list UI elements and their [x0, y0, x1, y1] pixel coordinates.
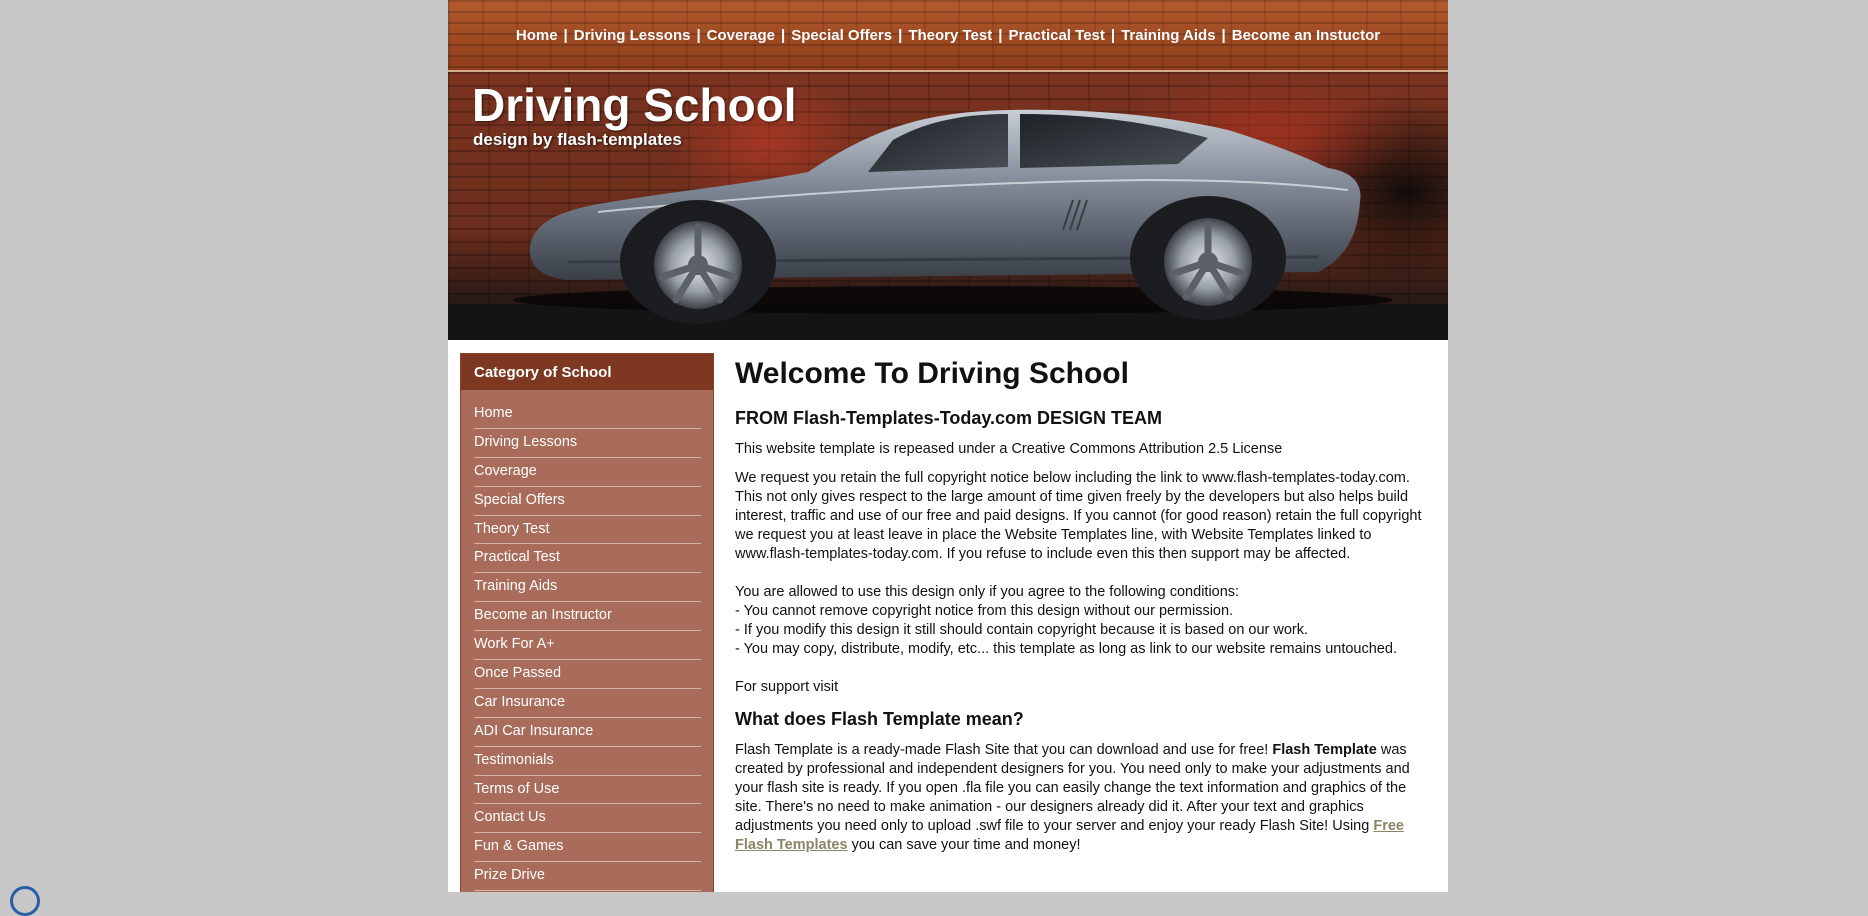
free-flash-templates-link[interactable]: Free Flash Templates	[735, 818, 1404, 853]
sidebar-item-driving-lessons[interactable]: Driving Lessons	[474, 429, 701, 458]
sidebar-item-special-offers[interactable]: Special Offers	[474, 487, 701, 516]
nav-separator: |	[563, 26, 568, 44]
nav-separator: |	[1110, 26, 1116, 44]
nav-separator: |	[781, 26, 786, 44]
sidebar-item-become-instructor[interactable]: Become an Instructor	[474, 602, 701, 631]
sidebar-item-theory-test[interactable]: Theory Test	[474, 516, 701, 545]
condition-item: - You cannot remove copyright notice from this design without our permission.	[735, 603, 1234, 619]
nav-special-offers[interactable]: Special Offers	[791, 26, 893, 44]
spacer	[735, 659, 1425, 678]
condition-item: - If you modify this design it still should contain copyright because it is based on our work.	[735, 622, 1309, 638]
page-subtitle: FROM Flash-Templates-Today.com DESIGN TEAM	[735, 408, 1163, 428]
sidebar-item-testimonials[interactable]: Testimonials	[474, 747, 701, 776]
nav-separator: |	[1221, 26, 1226, 44]
page-container	[448, 0, 1448, 892]
nav-separator: |	[898, 26, 903, 44]
header-banner	[448, 72, 1448, 340]
nav-separator: |	[998, 26, 1003, 44]
site-subtitle: design by flash-templates	[473, 130, 682, 149]
sidebar-item-coverage[interactable]: Coverage	[474, 458, 701, 487]
sidebar-item-training-aids[interactable]: Training Aids	[474, 573, 701, 602]
corner-badge-icon	[10, 886, 40, 916]
sidebar-item-practical-test[interactable]: Practical Test	[474, 544, 701, 573]
support-text: For support visit	[735, 679, 839, 695]
conditions-block	[735, 583, 1425, 659]
site-title: Driving School	[472, 79, 797, 131]
para-bold: Flash Template	[1272, 742, 1377, 758]
nav-driving-lessons[interactable]: Driving Lessons	[573, 26, 691, 44]
nav-separator: |	[696, 26, 701, 44]
sidebar-item-fun-games[interactable]: Fun & Games	[474, 833, 701, 862]
sidebar-item-car-insurance[interactable]: Car Insurance	[474, 689, 701, 718]
section-title: What does Flash Template mean?	[735, 709, 1024, 729]
nav-practical-test[interactable]: Practical Test	[1008, 26, 1105, 44]
nav-home[interactable]: Home	[515, 26, 558, 44]
sidebar-item-home[interactable]: Home	[474, 400, 701, 429]
spacer	[735, 564, 1425, 583]
para-text: was created by professional and independent designers for you. You need only to make your adjustments and your flash site is ready. If you open .fla file you can easily change the text information and graphics of the site. There's no need to make animation - our designers already did it. After your text and graphics adjustments you need only to upload .swf file to your server and enjoy your ready Flash Site! Using	[735, 742, 1410, 834]
main-content	[735, 350, 1425, 855]
sidebar-item-contact-us[interactable]: Contact Us	[474, 804, 701, 833]
para-text: Flash Template is a ready-made Flash Site that you can download and use for free!	[735, 742, 1273, 758]
nav-become-instructor[interactable]: Become an Instuctor	[1231, 26, 1381, 44]
top-nav	[448, 0, 1448, 72]
sidebar-list	[461, 400, 713, 891]
sidebar-item-work-for-a-plus[interactable]: Work For A+	[474, 631, 701, 660]
flash-template-paragraph	[735, 741, 1425, 855]
sidebar-title: Category of School	[461, 354, 713, 390]
condition-item: - You may copy, distribute, modify, etc... this template as long as link to our website remains untouched.	[735, 641, 1397, 657]
request-text: We request you retain the full copyright notice below including the link to www.flash-templates-today.com. This not only gives respect to the large amount of time given freely by the developers but also helps build interest, traffic and use of our free and paid designs. If you cannot (for good reason) retain the full copyright we request you at least leave in place the Website Templates line, with Website Templates linked to www.flash-templates-today.com. If you refuse to include even this then support may be affected.	[735, 470, 1422, 562]
license-text: This website template is repeased under a Creative Commons Attribution 2.5 License	[735, 441, 1283, 457]
sidebar-item-prize-drive[interactable]: Prize Drive	[474, 862, 701, 891]
nav-coverage[interactable]: Coverage	[706, 26, 776, 44]
nav-training-aids[interactable]: Training Aids	[1121, 26, 1216, 44]
conditions-intro: You are allowed to use this design only if you agree to the following conditions:	[735, 584, 1240, 600]
sidebar	[460, 353, 714, 892]
sidebar-item-terms-of-use[interactable]: Terms of Use	[474, 776, 701, 805]
sidebar-item-adi-car-insurance[interactable]: ADI Car Insurance	[474, 718, 701, 747]
page-title: Welcome To Driving School	[735, 357, 1129, 390]
sidebar-item-once-passed[interactable]: Once Passed	[474, 660, 701, 689]
para-text: you can save your time and money!	[847, 837, 1081, 853]
nav-theory-test[interactable]: Theory Test	[908, 26, 993, 44]
